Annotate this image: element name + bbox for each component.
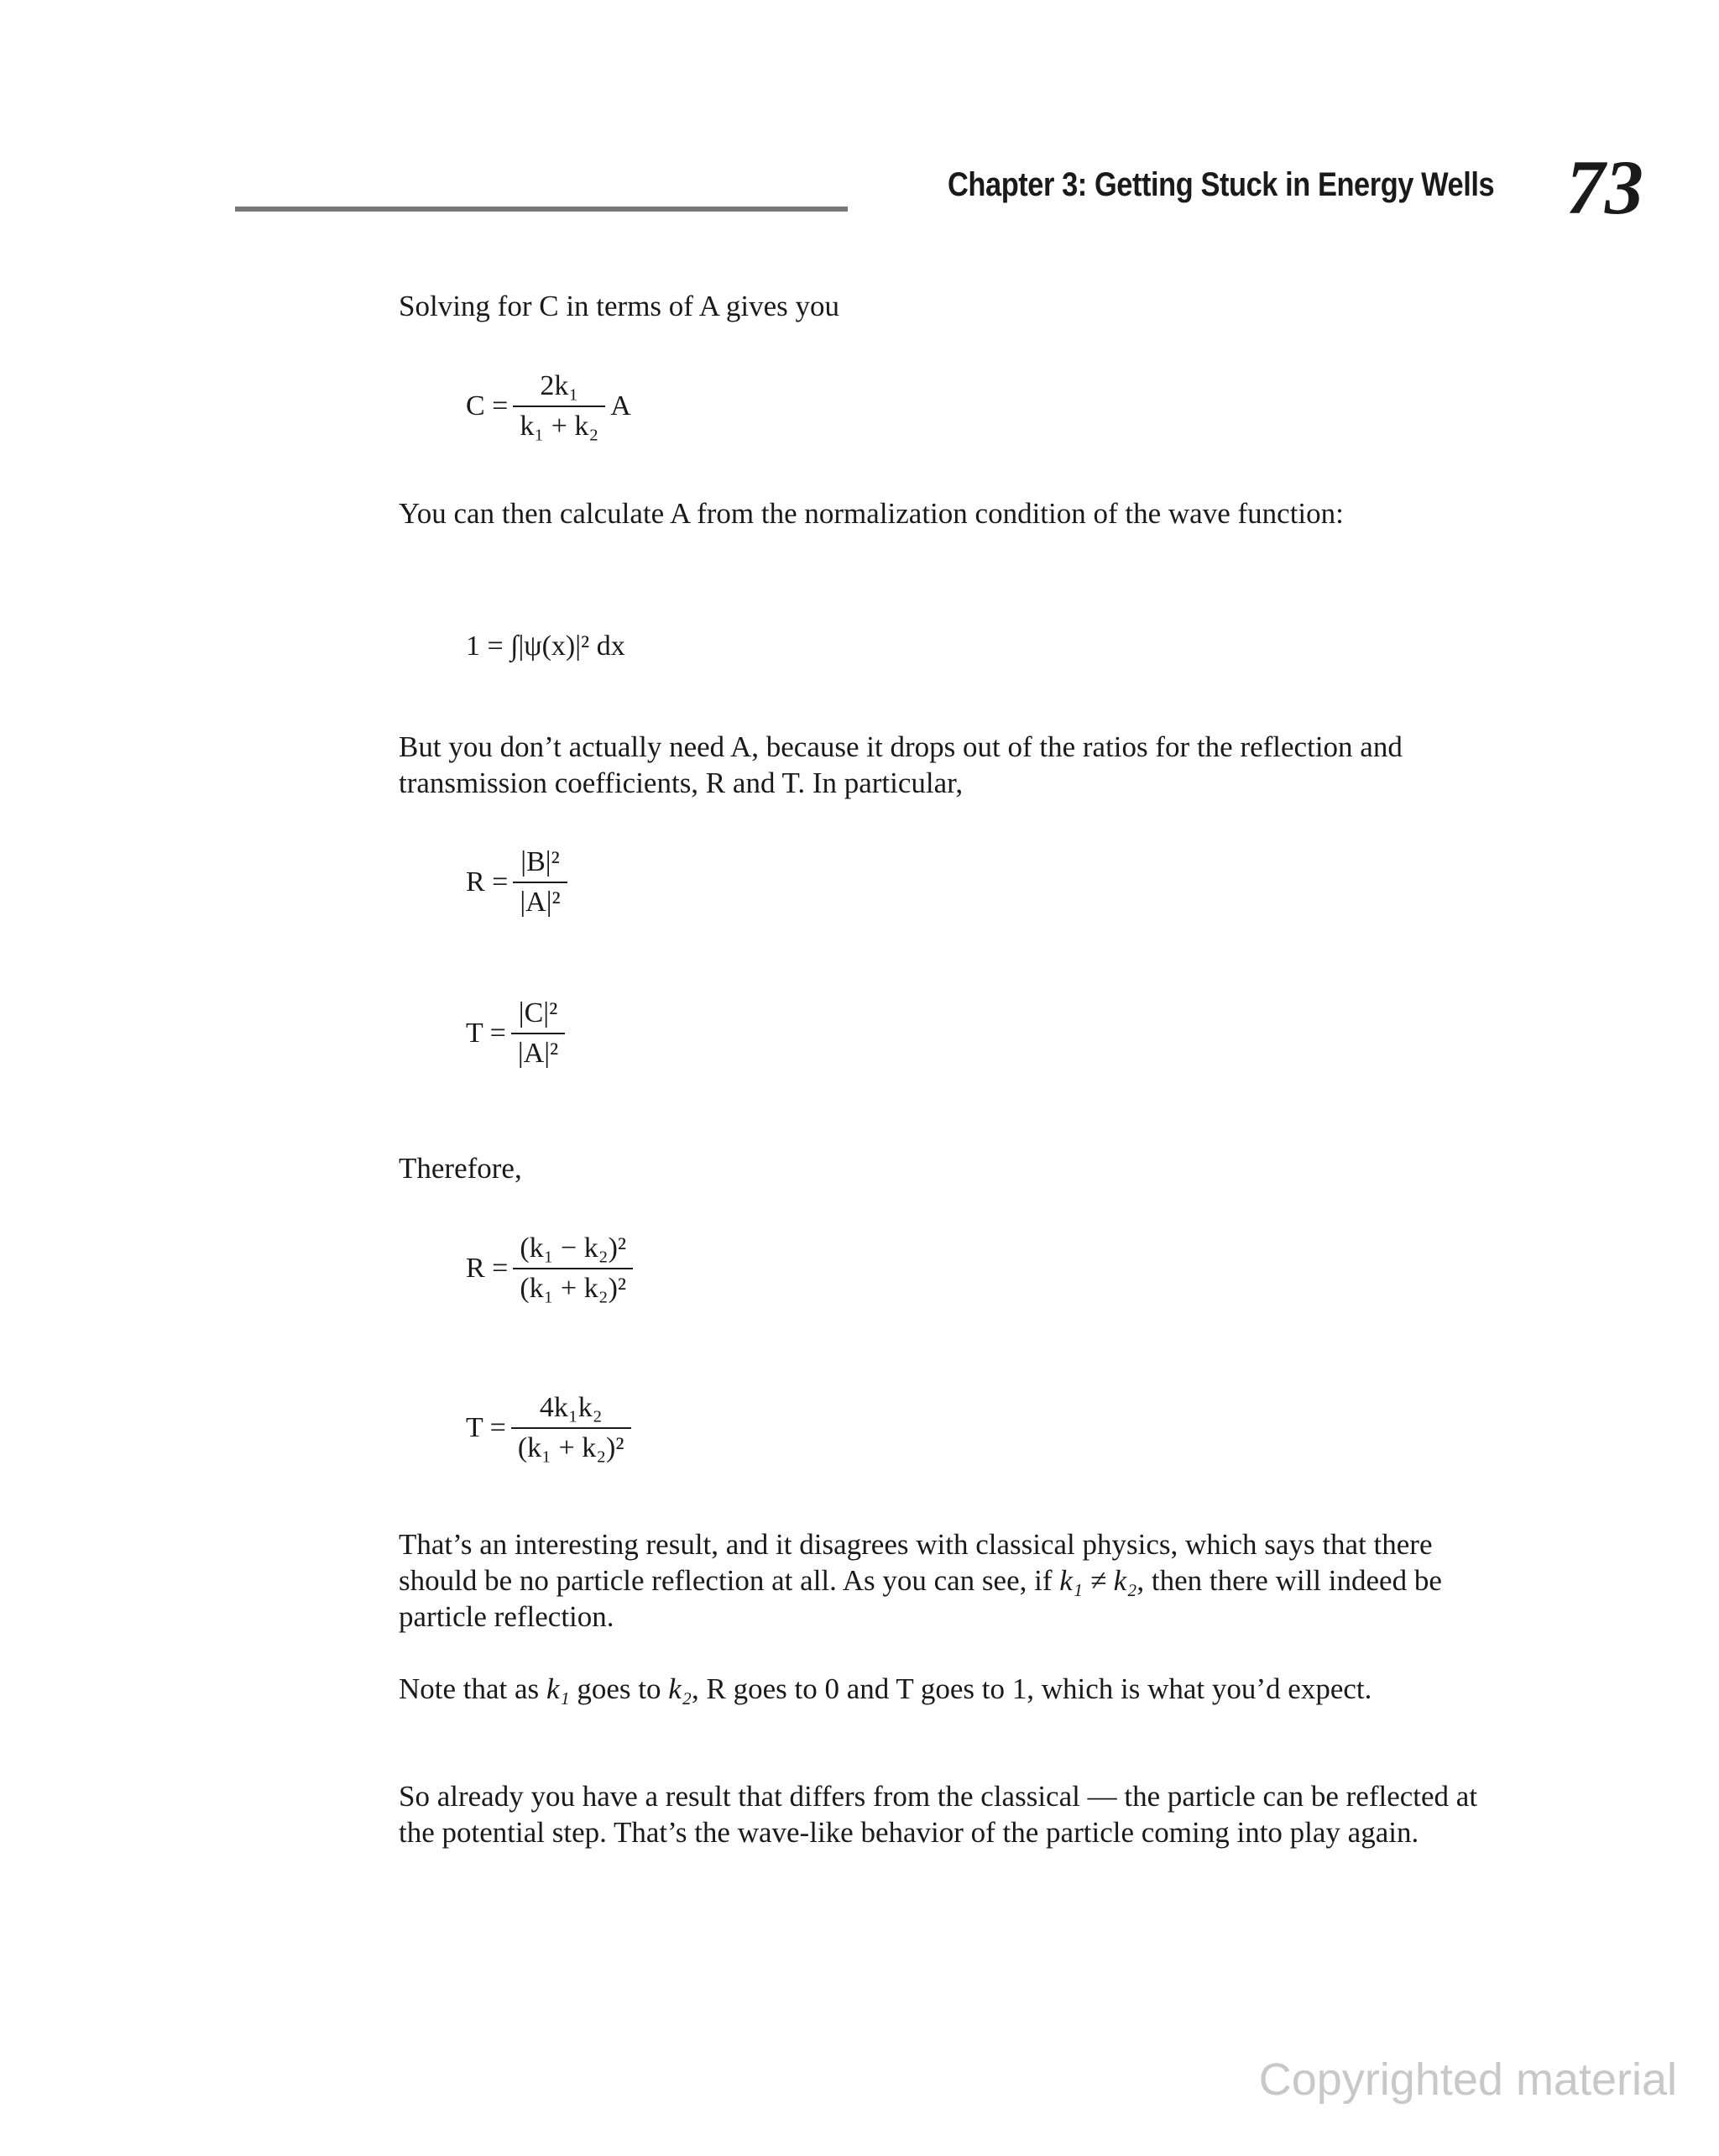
equation-normalization-text: 1 = ∫|ψ(x)|² dx	[466, 631, 625, 662]
equation-t2-lhs: T =	[466, 1412, 506, 1443]
equation-r1-numerator: |B|²	[520, 846, 560, 877]
equation-c-fraction	[513, 372, 605, 441]
equation-t1-lhs: T =	[466, 1018, 506, 1049]
copyright-watermark: Copyrighted material	[1258, 2054, 1677, 2105]
paragraph-5	[399, 1526, 1494, 1635]
equation-c-denominator: k₁ + k₂	[513, 406, 605, 441]
paragraph-6	[399, 1671, 1494, 1707]
equation-r1-lhs: R =	[466, 866, 509, 897]
equation-r2-fraction	[513, 1234, 633, 1303]
equation-t1	[466, 999, 570, 1068]
paragraph-1: Solving for C in terms of A gives you	[399, 290, 839, 322]
paragraph-7: So already you have a result that differs from the classical — the particle can be reflected at the potential step. That’s the wave-like behavior of the particle coming into play again.	[399, 1780, 1478, 1849]
equation-t2-denominator: (k₁ + k₂)²	[511, 1427, 631, 1463]
inequality-k1-k2: k₁ ≠ k₂	[1059, 1564, 1137, 1597]
paragraph-2: You can then calculate A from the normalization condition of the wave function:	[399, 497, 1344, 530]
equation-c-numerator: 2k₁	[540, 370, 579, 401]
equation-t2-numerator: 4k₁k₂	[539, 1392, 603, 1423]
equation-t2-fraction	[511, 1394, 631, 1463]
equation-t2	[466, 1394, 636, 1463]
symbol-k2: k₂	[668, 1672, 692, 1705]
equation-r1	[466, 848, 572, 917]
equation-r2-denominator: (k₁ + k₂)²	[513, 1268, 633, 1303]
equation-t1-fraction	[511, 999, 565, 1068]
paragraph-6-text-a: Note that as	[399, 1672, 546, 1705]
paragraph-3: But you don’t actually need A, because it drops out of the ratios for the reflection and transmission coefficients, R and T. In particular,	[399, 730, 1403, 799]
equation-r2-numerator: (k₁ − k₂)²	[520, 1232, 627, 1264]
paragraph-5-text-a: That’s an interesting result, and it disagrees with classical physics, which says that there should be no particle reflection at all. As you can see, if	[399, 1528, 1433, 1597]
header-rule	[235, 207, 848, 212]
paragraph-6-text-b: goes to	[569, 1672, 669, 1705]
equation-t1-denominator: |A|²	[511, 1033, 565, 1068]
equation-c-rhs: A	[610, 390, 631, 421]
equation-r2	[466, 1234, 638, 1303]
equation-r2-lhs: R =	[466, 1253, 509, 1284]
paragraph-6-text-c: , R goes to 0 and T goes to 1, which is what you’d expect.	[691, 1672, 1372, 1705]
chapter-title: Chapter 3: Getting Stuck in Energy Wells	[947, 166, 1494, 203]
equation-normalization	[466, 632, 625, 661]
page-number: 73	[1566, 144, 1643, 230]
equation-r1-fraction	[513, 848, 567, 917]
equation-t1-numerator: |C|²	[518, 997, 558, 1028]
equation-c	[466, 372, 631, 441]
equation-r1-denominator: |A|²	[513, 882, 567, 917]
paragraph-5-text-b: , then there will indeed be particle reflection.	[399, 1564, 1442, 1633]
symbol-k1: k₁	[546, 1672, 570, 1705]
paragraph-4: Therefore,	[399, 1152, 522, 1185]
equation-c-lhs: C =	[466, 390, 509, 421]
